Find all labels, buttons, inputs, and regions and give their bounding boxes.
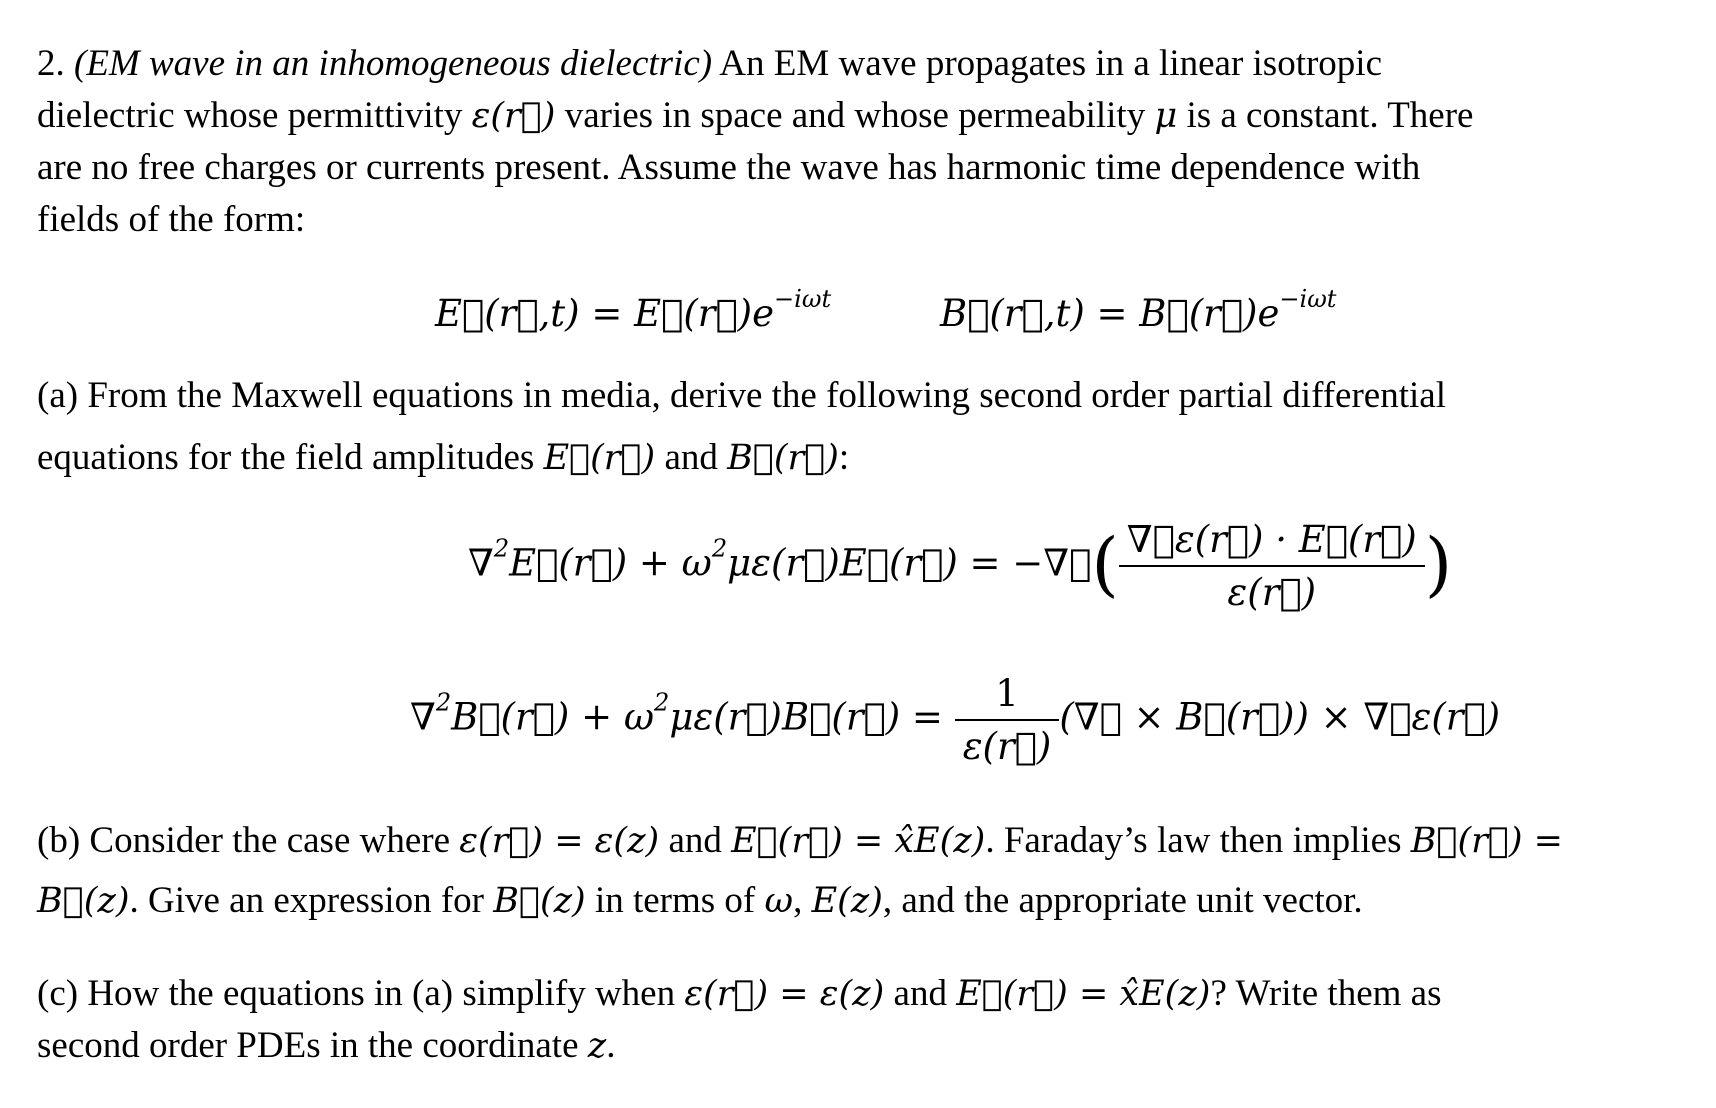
part-c-text: . [606,1025,616,1066]
problem-line-3: are no free charges or currents present. Assume the wave has harmonic time dependence with [37,147,1421,188]
math-inline: ε(r⃗) = ε(z) [684,974,885,1014]
fraction-denominator: ε(r⃗) [1227,571,1317,614]
equation-exponent: −iωt [1279,284,1337,313]
fraction [1119,518,1425,614]
math-inline: B⃗(z) [493,881,586,921]
problem-text: varies in space and whose permeability [555,95,1155,136]
equation-text: ∇ [468,541,494,585]
problem-text: An EM wave propagates in a linear isotropic [712,43,1382,84]
math-inline: B⃗(r⃗) [727,438,839,478]
equation-pde-e [468,518,1452,614]
part-a-line-2 [37,432,1687,484]
problem-text: is a constant. There [1177,95,1474,136]
math-inline: B⃗(r⃗) = [1410,821,1563,861]
problem-text: dielectric whose permittivity [37,95,472,136]
fraction-numerator: 1 [955,672,1060,721]
left-paren: ( [1091,523,1119,606]
part-b-text: , and the appropriate unit vector. [882,880,1363,921]
part-c-text: ? Write them as [1210,973,1442,1014]
part-a-text: equations for the field amplitudes [37,437,544,478]
math-inline: z [587,1026,607,1066]
equation-pde-b [410,672,1500,768]
part-b-text: (b) Consider the case where [37,820,460,861]
part-c-text: second order PDEs in the coordinate [37,1025,588,1066]
equation-text: B⃗(r⃗) + ω [451,695,655,739]
math-inline: ω [764,881,794,921]
math-inline: B⃗(z) [37,881,130,921]
part-b-text: in terms of [585,880,765,921]
part-c-line-2 [37,1020,1687,1072]
equation-text: με(r⃗)E⃗(r⃗) = −∇⃗ [727,541,1092,585]
equation-field-e [435,284,832,335]
equation-text: E⃗(r⃗) + ω [509,541,712,585]
part-b-line-2 [37,875,1687,927]
math-inline: E(z) [811,881,883,921]
part-b-text: , [793,880,812,921]
right-paren: ) [1424,523,1453,606]
problem-line-2 [37,90,1687,142]
equation-text: ∇ [410,695,436,739]
equation-text: E⃗(r⃗,t) = E⃗(r⃗)e [435,292,774,335]
equation-exponent: −iωt [774,284,832,313]
part-a-text: and [655,437,728,478]
equation-text: B⃗(r⃗,t) = B⃗(r⃗)e [940,292,1280,335]
equation-field-b [940,284,1337,335]
part-a-text: : [838,437,850,478]
part-c-text: and [884,973,957,1014]
part-c-line-1 [37,968,1687,1020]
fraction-denominator: ε(r⃗) [962,725,1052,768]
problem-line-4: fields of the form: [37,199,306,240]
math-inline: ε(r⃗) = ε(z) [459,821,660,861]
part-b [37,815,1687,927]
fraction [955,672,1060,768]
equation-exponent: 2 [493,534,510,563]
math-inline: ε(r⃗) [471,96,556,136]
problem-statement [37,38,1687,246]
part-b-text: . Faraday’s law then implies [985,820,1411,861]
math-inline: E⃗(r⃗) = x̂E(z) [956,974,1211,1014]
equation-text: με(r⃗)B⃗(r⃗) = [669,695,943,739]
math-inline: μ [1154,96,1178,136]
problem-title: (EM wave in an inhomogeneous dielectric) [74,43,713,84]
equation-text: (∇⃗ × B⃗(r⃗)) × ∇⃗ε(r⃗) [1059,695,1501,739]
equation-exponent: 2 [435,688,452,717]
math-inline: E⃗(r⃗) [543,438,656,478]
part-b-line-1 [37,815,1687,867]
equation-exponent: 2 [711,534,728,563]
equation-exponent: 2 [654,688,670,717]
fraction-numerator: ∇⃗ε(r⃗) · E⃗(r⃗) [1119,518,1425,567]
part-b-text: . Give an expression for [129,880,494,921]
math-inline: E⃗(r⃗) = x̂E(z) [731,821,986,861]
part-c-text: (c) How the equations in (a) simplify when [37,973,685,1014]
part-a [37,370,1687,484]
part-c [37,968,1687,1072]
part-a-line-1: (a) From the Maxwell equations in media, derive the following second order partial differential [37,375,1446,416]
problem-number: 2. [37,43,74,84]
problem-line-1 [37,38,1687,90]
part-b-text: and [659,820,732,861]
